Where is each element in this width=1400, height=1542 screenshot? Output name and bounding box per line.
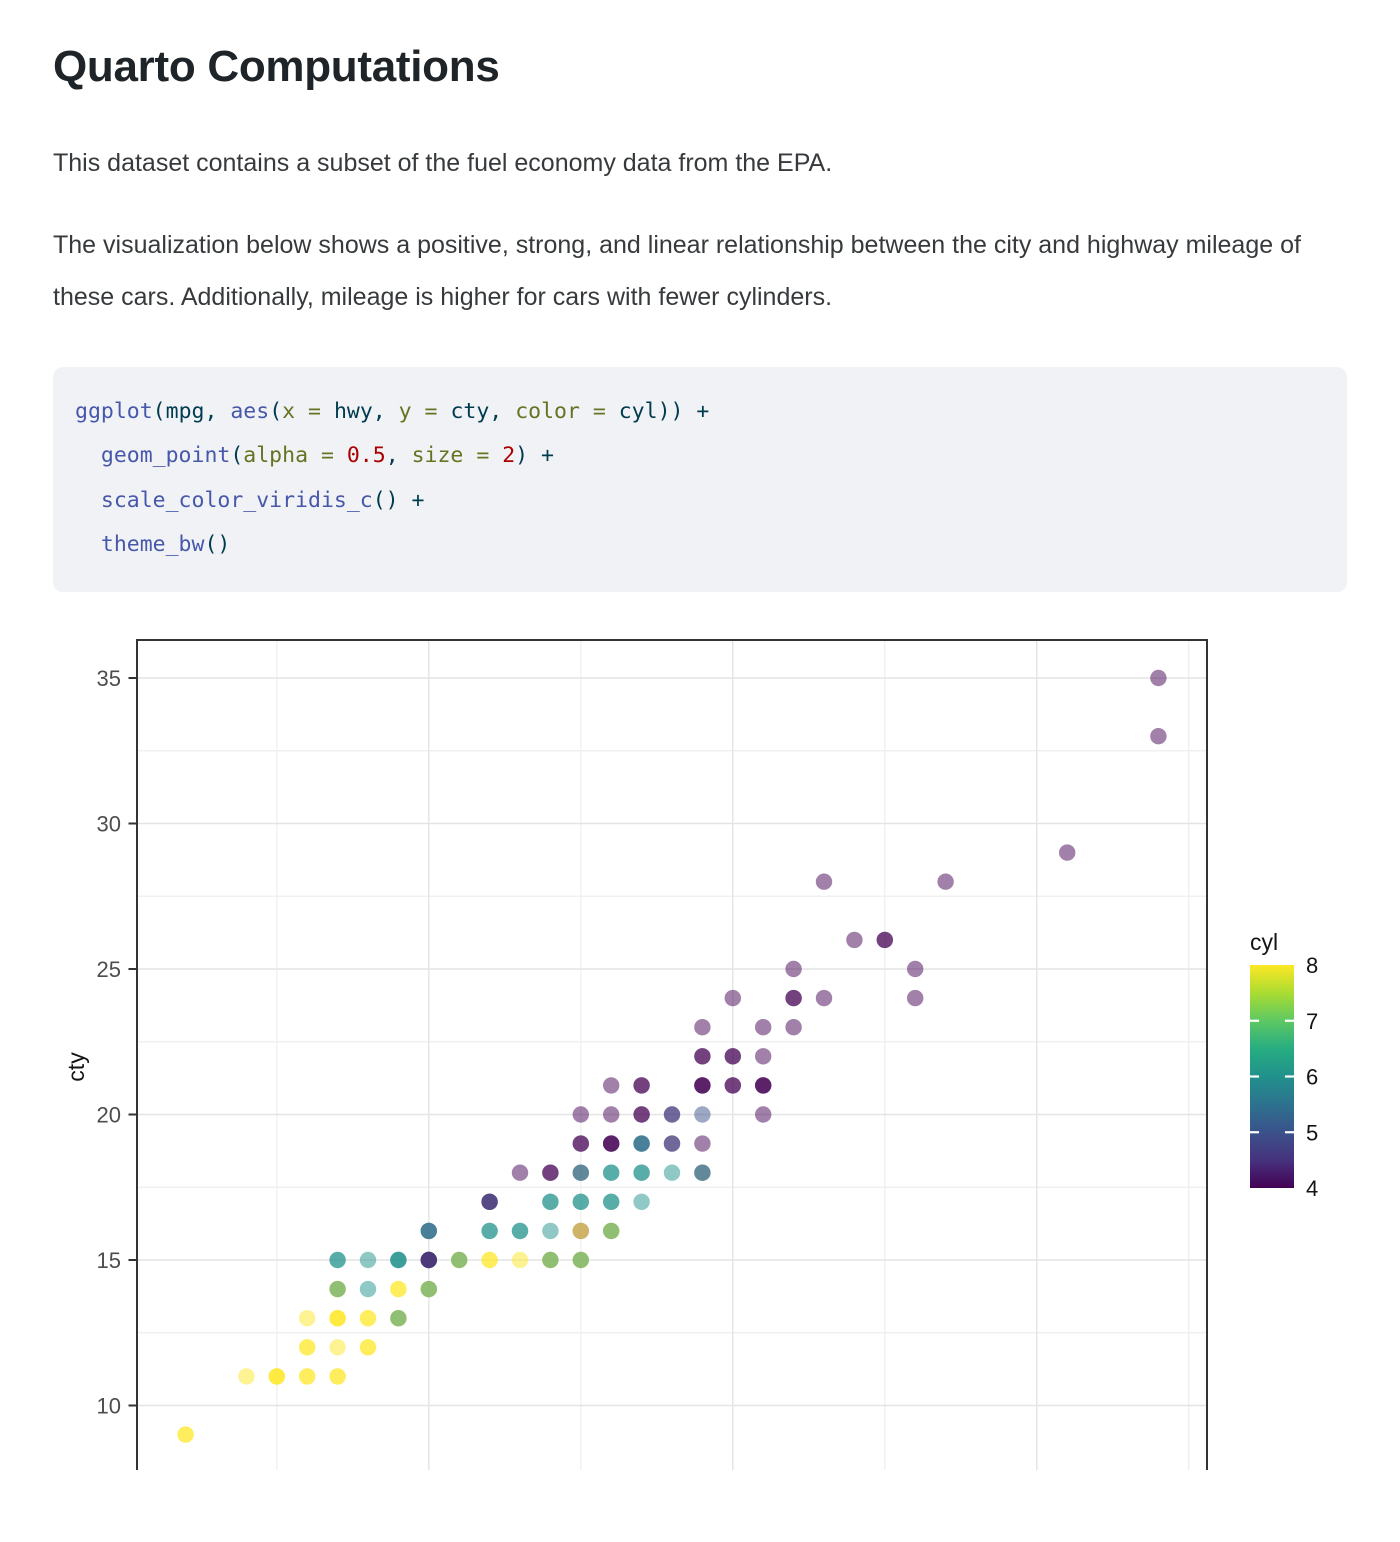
data-point [633,1077,649,1093]
y-axis-title: cty [63,1051,89,1082]
data-point [603,1222,619,1238]
legend-tick-label: 7 [1306,1008,1319,1034]
data-point [360,1310,376,1326]
data-point [755,1048,771,1064]
paragraph-intro: This dataset contains a subset of the fuel economy data from the EPA. [53,148,833,177]
page-title: Quarto Computations [53,42,500,91]
data-point [360,1280,376,1296]
data-point [603,1193,619,1209]
data-point [481,1193,497,1209]
data-point [421,1222,437,1238]
data-point [269,1368,285,1384]
data-point [633,1106,649,1122]
data-point [785,960,801,976]
data-point [177,1426,193,1442]
data-point [785,1019,801,1035]
legend-tick-label: 4 [1306,1175,1319,1201]
data-point [573,1251,589,1267]
data-point [573,1193,589,1209]
data-point [299,1339,315,1355]
data-point [694,1048,710,1064]
code-line: ggplot(mpg, aes(x = hwy, y = cty, color = cyl)) + [75,398,710,424]
data-point [421,1280,437,1296]
data-point [603,1106,619,1122]
data-point [846,931,862,947]
data-point [542,1222,558,1238]
data-point [603,1077,619,1093]
data-point [481,1222,497,1238]
legend-tick-label: 6 [1306,1064,1319,1090]
data-point [451,1251,467,1267]
data-point [481,1251,497,1267]
data-point [664,1164,680,1180]
legend-title: cyl [1250,928,1279,955]
data-point [633,1135,649,1151]
data-point [816,989,832,1005]
code-line: geom_point(alpha = 0.5, size = 2) + [100,443,555,469]
data-point [603,1164,619,1180]
data-point [907,989,923,1005]
data-point [694,1164,710,1180]
data-point [573,1222,589,1238]
data-point [755,1106,771,1122]
data-point [633,1164,649,1180]
data-point [542,1251,558,1267]
data-point [421,1251,437,1267]
data-point [664,1106,680,1122]
data-point [299,1310,315,1326]
data-point [329,1251,345,1267]
legend-tick-label: 8 [1306,952,1319,978]
data-point [390,1310,406,1326]
data-point [329,1339,345,1355]
scatter-plot [0,625,1400,1470]
data-point [725,1048,741,1064]
data-point [573,1135,589,1151]
data-point [694,1106,710,1122]
data-point [694,1135,710,1151]
data-point [390,1251,406,1267]
paragraph-description: The visualization below shows a positive, strong, and linear relationship between the city and highway mileage of these cars. Additionally, mileage is higher for cars with fewer cylinders. [53,230,1301,311]
y-tick-label: 20 [96,1102,121,1128]
data-point [512,1251,528,1267]
data-point [785,989,801,1005]
data-point [816,873,832,889]
data-point [360,1251,376,1267]
code-block [53,367,1347,592]
data-point [725,1077,741,1093]
code-line: scale_color_viridis_c() + [100,487,425,513]
data-point [329,1310,345,1326]
y-tick-label: 25 [96,956,121,982]
data-point [1150,728,1166,744]
data-point [512,1164,528,1180]
data-point [907,960,923,976]
data-point [1059,844,1075,860]
data-point [542,1193,558,1209]
figure-scatterplot [0,625,1400,1470]
data-point [937,873,953,889]
y-tick-label: 30 [96,811,121,837]
y-tick-label: 15 [96,1247,121,1273]
data-point [573,1164,589,1180]
data-point [694,1019,710,1035]
data-point [238,1368,254,1384]
data-point [1150,669,1166,685]
data-point [329,1368,345,1384]
data-point [755,1077,771,1093]
document-body [0,42,1400,592]
code-line: theme_bw() [100,532,231,558]
data-point [329,1280,345,1296]
data-point [664,1135,680,1151]
data-point [755,1019,771,1035]
y-tick-label: 35 [96,665,121,691]
data-point [694,1077,710,1093]
legend-tick-label: 5 [1306,1119,1319,1145]
data-point [360,1339,376,1355]
data-point [299,1368,315,1384]
data-point [725,989,741,1005]
panel-border [137,640,1207,1470]
data-point [603,1135,619,1151]
data-point [633,1193,649,1209]
data-point [542,1164,558,1180]
data-point [877,931,893,947]
data-point [573,1106,589,1122]
code-r-source [75,390,1323,568]
y-tick-label: 10 [96,1393,121,1419]
data-point [390,1280,406,1296]
data-point [512,1222,528,1238]
